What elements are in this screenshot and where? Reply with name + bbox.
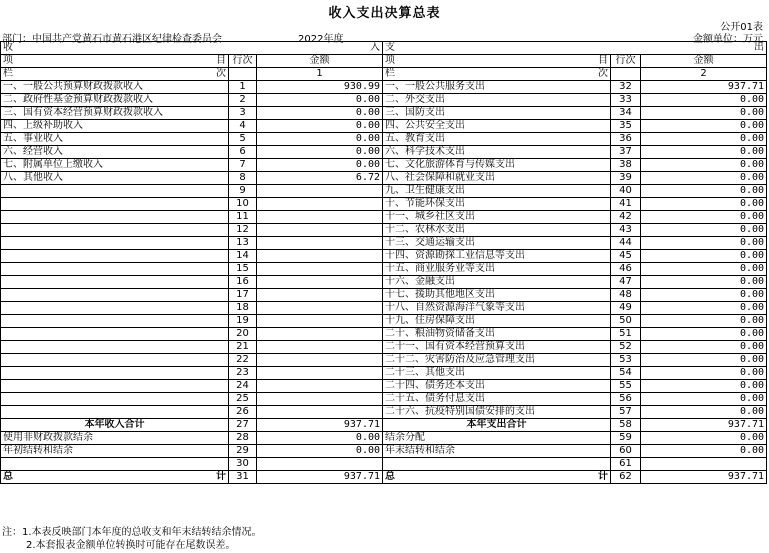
expense-row-number: 48 (611, 289, 641, 302)
expense-item: 十二、农林水支出 (383, 224, 611, 237)
income-row-number: 25 (229, 393, 257, 406)
income-amount (257, 276, 383, 289)
table-row (1, 146, 767, 159)
table-row (1, 367, 767, 380)
table-row (1, 432, 767, 445)
grand-total-income-amount: 937.71 (257, 471, 383, 484)
expense-item: 二十六、抗疫特别国债安排的支出 (383, 406, 611, 419)
table-row (1, 328, 767, 341)
income-item (1, 276, 229, 289)
expense-amount (641, 458, 767, 471)
income-row-number: 10 (229, 198, 257, 211)
income-amount (257, 458, 383, 471)
header-row-item (1, 55, 767, 68)
income-amount (257, 302, 383, 315)
expense-row-number: 58 (611, 419, 641, 432)
expense-item: 十、节能环保支出 (383, 198, 611, 211)
income-row-number: 21 (229, 341, 257, 354)
expense-item: 本年支出合计 (383, 419, 611, 432)
expense-amount: 0.00 (641, 211, 767, 224)
expense-row-number: 47 (611, 276, 641, 289)
expense-amount: 0.00 (641, 224, 767, 237)
income-row-number: 2 (229, 94, 257, 107)
expense-item: 七、文化旅游体育与传媒支出 (383, 159, 611, 172)
expense-item: 二、外交支出 (383, 94, 611, 107)
expense-amount: 0.00 (641, 263, 767, 276)
income-amount (257, 315, 383, 328)
expense-item: 十四、资源勘探工业信息等支出 (383, 250, 611, 263)
expense-row-number: 53 (611, 354, 641, 367)
expense-amount: 0.00 (641, 406, 767, 419)
income-item (1, 302, 229, 315)
column-blank-left (229, 68, 257, 81)
item-header-left: 项 目 (1, 55, 229, 68)
income-item: 六、经营收入 (1, 146, 229, 159)
expense-item: 九、卫生健康支出 (383, 185, 611, 198)
grand-total-expense-amount: 937.71 (641, 471, 767, 484)
table-row (1, 354, 767, 367)
income-item (1, 250, 229, 263)
income-item (1, 237, 229, 250)
column-number-2: 2 (641, 68, 767, 81)
income-item (1, 211, 229, 224)
income-amount (257, 341, 383, 354)
income-item (1, 354, 229, 367)
expense-amount: 0.00 (641, 445, 767, 458)
income-item: 使用非财政拨款结余 (1, 432, 229, 445)
grand-total-expense-label-right: 计 (598, 471, 609, 482)
grand-total-income-label (1, 471, 229, 484)
expense-header: 支 出 (383, 42, 767, 55)
grand-total-row (1, 471, 767, 484)
expense-row-number: 51 (611, 328, 641, 341)
table-row (1, 393, 767, 406)
income-row-number: 23 (229, 367, 257, 380)
expense-row-number: 57 (611, 406, 641, 419)
expense-row-number: 33 (611, 94, 641, 107)
income-row-number: 26 (229, 406, 257, 419)
table-row (1, 94, 767, 107)
income-row-number: 12 (229, 224, 257, 237)
column-number-1: 1 (257, 68, 383, 81)
income-row-number: 20 (229, 328, 257, 341)
expense-row-number: 61 (611, 458, 641, 471)
income-row-number: 14 (229, 250, 257, 263)
income-row-number: 17 (229, 289, 257, 302)
expense-row-number: 60 (611, 445, 641, 458)
expense-amount: 0.00 (641, 198, 767, 211)
table-row (1, 341, 767, 354)
expense-amount: 937.71 (641, 419, 767, 432)
income-item: 七、附属单位上缴收入 (1, 159, 229, 172)
expense-row-number: 36 (611, 133, 641, 146)
income-item (1, 185, 229, 198)
expense-item: 一、一般公共服务支出 (383, 81, 611, 94)
income-amount: 0.00 (257, 445, 383, 458)
table-row (1, 315, 767, 328)
expense-row-number: 35 (611, 120, 641, 133)
header-row-top (1, 42, 767, 55)
table-row (1, 81, 767, 94)
expense-amount: 937.71 (641, 81, 767, 94)
table-row (1, 120, 767, 133)
income-amount: 0.00 (257, 146, 383, 159)
expense-row-number: 38 (611, 159, 641, 172)
expense-row-number: 55 (611, 380, 641, 393)
expense-item: 二十三、其他支出 (383, 367, 611, 380)
income-amount (257, 224, 383, 237)
table-row (1, 263, 767, 276)
expense-row-number: 50 (611, 315, 641, 328)
rowno-header-left: 行次 (229, 55, 257, 68)
grand-total-income-row-number: 31 (229, 471, 257, 484)
expense-amount: 0.00 (641, 107, 767, 120)
income-amount: 0.00 (257, 107, 383, 120)
grand-total-income-label-left: 总 (3, 471, 13, 482)
expense-amount: 0.00 (641, 276, 767, 289)
amount-header-left: 金额 (257, 55, 383, 68)
expense-item: 十九、住房保障支出 (383, 315, 611, 328)
income-row-number: 28 (229, 432, 257, 445)
table-row (1, 159, 767, 172)
expense-item: 二十、粮油物资储备支出 (383, 328, 611, 341)
expense-amount: 0.00 (641, 315, 767, 328)
expense-amount: 0.00 (641, 302, 767, 315)
column-blank-right (611, 68, 641, 81)
income-row-number: 24 (229, 380, 257, 393)
income-amount: 0.00 (257, 159, 383, 172)
income-row-number: 6 (229, 146, 257, 159)
income-header: 收 入 (1, 42, 383, 55)
expense-amount: 0.00 (641, 289, 767, 302)
income-amount (257, 393, 383, 406)
table-row (1, 445, 767, 458)
expense-row-number: 37 (611, 146, 641, 159)
expense-row-number: 49 (611, 302, 641, 315)
income-row-number: 3 (229, 107, 257, 120)
column-header-left: 栏 次 (1, 68, 229, 81)
income-amount (257, 250, 383, 263)
income-amount (257, 263, 383, 276)
income-item: 八、其他收入 (1, 172, 229, 185)
income-amount (257, 406, 383, 419)
expense-row-number: 42 (611, 211, 641, 224)
table-row (1, 237, 767, 250)
income-amount: 0.00 (257, 94, 383, 107)
grand-total-expense-row-number: 62 (611, 471, 641, 484)
income-item (1, 328, 229, 341)
income-expense-table (0, 41, 767, 484)
expense-item (383, 458, 611, 471)
expense-row-number: 40 (611, 185, 641, 198)
income-item (1, 198, 229, 211)
income-amount (257, 354, 383, 367)
fiscal-year: 2022年度 (298, 34, 344, 45)
grand-total-expense-label (383, 471, 611, 484)
expense-amount: 0.00 (641, 237, 767, 250)
expense-amount: 0.00 (641, 341, 767, 354)
income-item (1, 224, 229, 237)
form-number: 公开01表 (720, 22, 763, 33)
expense-row-number: 41 (611, 198, 641, 211)
income-row-number: 11 (229, 211, 257, 224)
table-row (1, 133, 767, 146)
income-item: 本年收入合计 (1, 419, 229, 432)
income-item: 年初结转和结余 (1, 445, 229, 458)
income-row-number: 5 (229, 133, 257, 146)
table-row (1, 250, 767, 263)
grand-total-income-label-right: 计 (216, 471, 226, 482)
header-row-column (1, 68, 767, 81)
income-item: 五、事业收入 (1, 133, 229, 146)
expense-item: 三、国防支出 (383, 107, 611, 120)
expense-row-number: 32 (611, 81, 641, 94)
income-amount (257, 185, 383, 198)
income-amount (257, 237, 383, 250)
income-item (1, 367, 229, 380)
table-row (1, 458, 767, 471)
expense-row-number: 34 (611, 107, 641, 120)
amount-unit: 金额单位：万元 (693, 34, 763, 45)
expense-row-number: 46 (611, 263, 641, 276)
income-row-number: 30 (229, 458, 257, 471)
table-row (1, 302, 767, 315)
grand-total-expense-label-left: 总 (385, 471, 396, 482)
income-amount: 937.71 (257, 419, 383, 432)
expense-row-number: 43 (611, 224, 641, 237)
expense-amount: 0.00 (641, 432, 767, 445)
income-item: 四、上级补助收入 (1, 120, 229, 133)
income-row-number: 15 (229, 263, 257, 276)
table-row (1, 276, 767, 289)
income-row-number: 27 (229, 419, 257, 432)
rowno-header-right: 行次 (611, 55, 641, 68)
expense-amount: 0.00 (641, 133, 767, 146)
income-row-number: 16 (229, 276, 257, 289)
income-amount: 6.72 (257, 172, 383, 185)
amount-header-right: 金额 (641, 55, 767, 68)
expense-amount: 0.00 (641, 146, 767, 159)
income-amount: 0.00 (257, 432, 383, 445)
expense-amount: 0.00 (641, 380, 767, 393)
income-item: 一、一般公共预算财政拨款收入 (1, 81, 229, 94)
income-item: 二、政府性基金预算财政拨款收入 (1, 94, 229, 107)
expense-item: 十一、城乡社区支出 (383, 211, 611, 224)
income-amount (257, 328, 383, 341)
income-row-number: 19 (229, 315, 257, 328)
department-label: 部门：中国共产党黄石市黄石港区纪律检查委员会 (2, 34, 222, 45)
expense-item: 十八、自然资源海洋气象等支出 (383, 302, 611, 315)
income-item (1, 393, 229, 406)
table-row (1, 406, 767, 419)
footnote-1: 注：1.本表反映部门本年度的总收支和年末结转结余情况。 (2, 527, 262, 538)
table-row (1, 224, 767, 237)
table-row (1, 380, 767, 393)
income-row-number: 7 (229, 159, 257, 172)
expense-item: 六、科学技术支出 (383, 146, 611, 159)
expense-item: 四、公共安全支出 (383, 120, 611, 133)
table-row (1, 185, 767, 198)
expense-item: 八、社会保障和就业支出 (383, 172, 611, 185)
expense-item: 二十四、债务还本支出 (383, 380, 611, 393)
expense-row-number: 54 (611, 367, 641, 380)
income-row-number: 4 (229, 120, 257, 133)
income-row-number: 22 (229, 354, 257, 367)
expense-item: 十六、金融支出 (383, 276, 611, 289)
expense-amount: 0.00 (641, 94, 767, 107)
footnotes (2, 526, 262, 552)
table-row (1, 172, 767, 185)
income-amount (257, 289, 383, 302)
income-amount: 0.00 (257, 133, 383, 146)
expense-item: 十三、交通运输支出 (383, 237, 611, 250)
expense-item: 年末结转和结余 (383, 445, 611, 458)
expense-amount: 0.00 (641, 120, 767, 133)
item-header-right: 项 目 (383, 55, 611, 68)
expense-item: 十七、援助其他地区支出 (383, 289, 611, 302)
income-row-number: 1 (229, 81, 257, 94)
year-total-row (1, 419, 767, 432)
income-row-number: 18 (229, 302, 257, 315)
expense-amount: 0.00 (641, 159, 767, 172)
expense-item: 二十五、债务付息支出 (383, 393, 611, 406)
expense-amount: 0.00 (641, 393, 767, 406)
expense-amount: 0.00 (641, 250, 767, 263)
expense-row-number: 56 (611, 393, 641, 406)
income-row-number: 8 (229, 172, 257, 185)
income-item (1, 380, 229, 393)
expense-row-number: 45 (611, 250, 641, 263)
expense-amount: 0.00 (641, 172, 767, 185)
income-item (1, 263, 229, 276)
expense-amount: 0.00 (641, 367, 767, 380)
report-title: 收入支出决算总表 (328, 6, 441, 21)
expense-amount: 0.00 (641, 185, 767, 198)
income-row-number: 29 (229, 445, 257, 458)
expense-item: 五、教育支出 (383, 133, 611, 146)
income-amount (257, 367, 383, 380)
table-row (1, 289, 767, 302)
income-item: 三、国有资本经营预算财政拨款收入 (1, 107, 229, 120)
income-item (1, 341, 229, 354)
income-item (1, 289, 229, 302)
table-row (1, 211, 767, 224)
income-row-number: 9 (229, 185, 257, 198)
table-row (1, 107, 767, 120)
expense-row-number: 59 (611, 432, 641, 445)
expense-item: 二十一、国有资本经营预算支出 (383, 341, 611, 354)
income-amount (257, 198, 383, 211)
expense-row-number: 39 (611, 172, 641, 185)
column-header-right: 栏 次 (383, 68, 611, 81)
footnote-2: 2.本套报表金额单位转换时可能存在尾数误差。 (26, 540, 236, 551)
expense-item: 二十二、灾害防治及应急管理支出 (383, 354, 611, 367)
expense-row-number: 52 (611, 341, 641, 354)
income-item (1, 315, 229, 328)
income-amount: 0.00 (257, 120, 383, 133)
income-amount (257, 211, 383, 224)
expense-item: 十五、商业服务业等支出 (383, 263, 611, 276)
income-row-number: 13 (229, 237, 257, 250)
income-item (1, 406, 229, 419)
income-amount (257, 380, 383, 393)
income-item (1, 458, 229, 471)
income-amount: 930.99 (257, 81, 383, 94)
expense-row-number: 44 (611, 237, 641, 250)
table-row (1, 198, 767, 211)
expense-amount: 0.00 (641, 354, 767, 367)
expense-amount: 0.00 (641, 328, 767, 341)
expense-item: 结余分配 (383, 432, 611, 445)
